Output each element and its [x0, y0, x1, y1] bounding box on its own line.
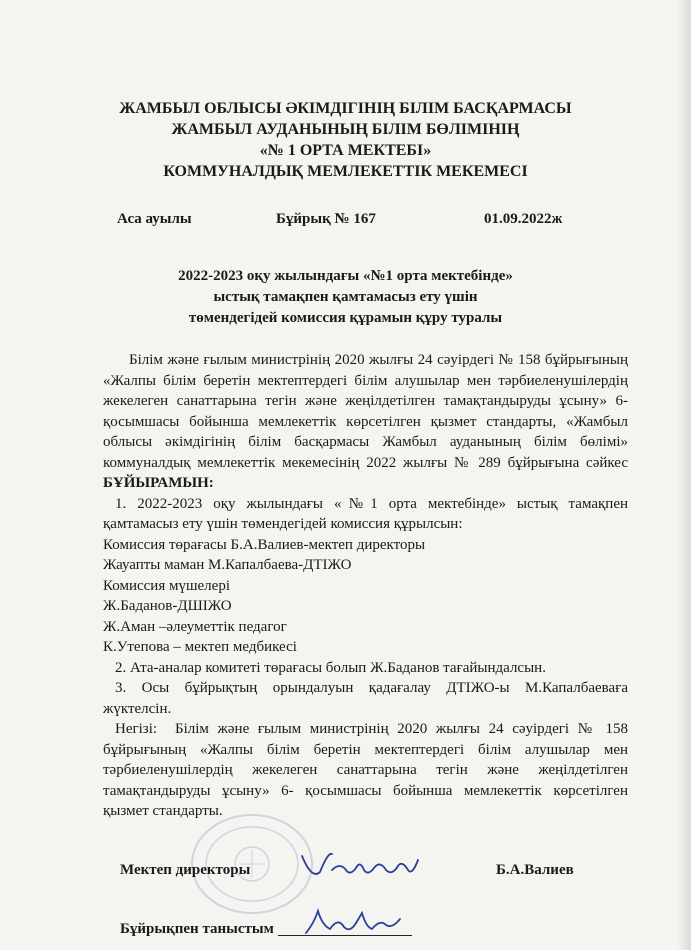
acknowledge-signature — [300, 903, 406, 941]
intro-text: Білім және ғылым министрінің 2020 жылғы 24 сәуірдегі № 158 бұйрығының «Жалпы білім беретін мектептердегі білім алушылар мен тәрбиеленушілердің жекелеген санаттарына тегін және жеңілдетілген тамақтандыруды ұсыну» 6- қосымшасы бойынша мемлекеттік көрсетілген қызмет стандарты, «Жамбыл облысы әкімдігінің білім басқармасы Жамбыл ауданының білім бөлімі» коммуналдық мемлекеттік мекемесінің 2022 жылғы № 289 бұйрығына сәйкес — [103, 352, 628, 471]
signature-position: Мектеп директоры — [120, 862, 251, 878]
header-line-3: «№ 1 ОРТА МЕКТЕБІ» — [259, 142, 432, 159]
place-name: Аса ауылы — [117, 211, 192, 227]
commission-member: К.Утепова – мектеп медбикесі — [103, 639, 297, 655]
header-line-1: ЖАМБЫЛ ОБЛЫСЫ ӘКІМДІГІНІҢ БІЛІМ БАСҚАРМАСЫ — [119, 100, 572, 117]
commission-responsible: Жауапты маман М.Капалбаева-ДТІЖО — [103, 557, 352, 573]
commission-members-heading: Комиссия мүшелері — [103, 577, 230, 594]
document-title — [0, 266, 691, 329]
header-line-4: КОММУНАЛДЫҚ МЕМЛЕКЕТТІК МЕКЕМЕСІ — [163, 163, 528, 180]
order-word: БҰЙЫРАМЫН: — [103, 475, 214, 491]
basis-paragraph — [103, 719, 628, 822]
header-line-2: ЖАМБЫЛ АУДАНЫНЫҢ БІЛІМ БӨЛІМІНІҢ — [171, 121, 520, 138]
basis-text: Білім және ғылым министрінің 2020 жылғы 24 сәуірдегі № 158 бұйрығының «Жалпы білім беретін мектептердегі білім алушылар мен тәрбиеленушілердің жекелеген санаттарына тегін және жеңілдетілген тамақтандыруды ұсыну» 6- қосымшасы бойынша мемлекеттік көрсетілген қызмет стандарты. — [103, 721, 628, 819]
director-name: Б.А.Валиев — [496, 862, 574, 878]
intro-paragraph — [103, 350, 628, 494]
director-signature — [298, 846, 430, 888]
order-number: Бұйрық № 167 — [276, 211, 376, 227]
title-line-1: 2022-2023 оқу жылындағы «№1 орта мектебінде» — [178, 268, 513, 284]
commission-member: Ж.Баданов-ДШІЖО — [103, 598, 232, 614]
order-item-1: 1. 2022-2023 оқу жылындағы «№1 орта мектебінде» ыстық тамақпен қамтамасыз ету үшін төмендегідей комиссия құрылсын: — [103, 495, 628, 532]
order-date: 01.09.2022ж — [484, 211, 563, 227]
order-item-2: 2. Ата-аналар комитеті төрағасы болып Ж.Баданов тағайындалсын. — [115, 659, 546, 676]
title-line-3: төмендегідей комиссия құрамын құру туралы — [188, 310, 503, 326]
title-line-2: ыстық тамақпен қамтамасыз ету үшін — [213, 289, 478, 305]
acknowledged-label: Бұйрықпен таныстым — [120, 921, 274, 937]
document-header — [0, 98, 691, 182]
commission-chair: Комиссия төрағасы Б.А.Валиев-мектеп директоры — [103, 536, 426, 553]
basis-label: Негізі: — [115, 721, 158, 737]
commission-member: Ж.Аман –әлеуметтік педагог — [103, 618, 287, 635]
document-body — [103, 350, 628, 822]
order-item-3: 3. Осы бұйрықтың орындалуын қадағалау ДТІЖО-ы М.Капалбаеваға жүктелсін. — [103, 680, 628, 717]
